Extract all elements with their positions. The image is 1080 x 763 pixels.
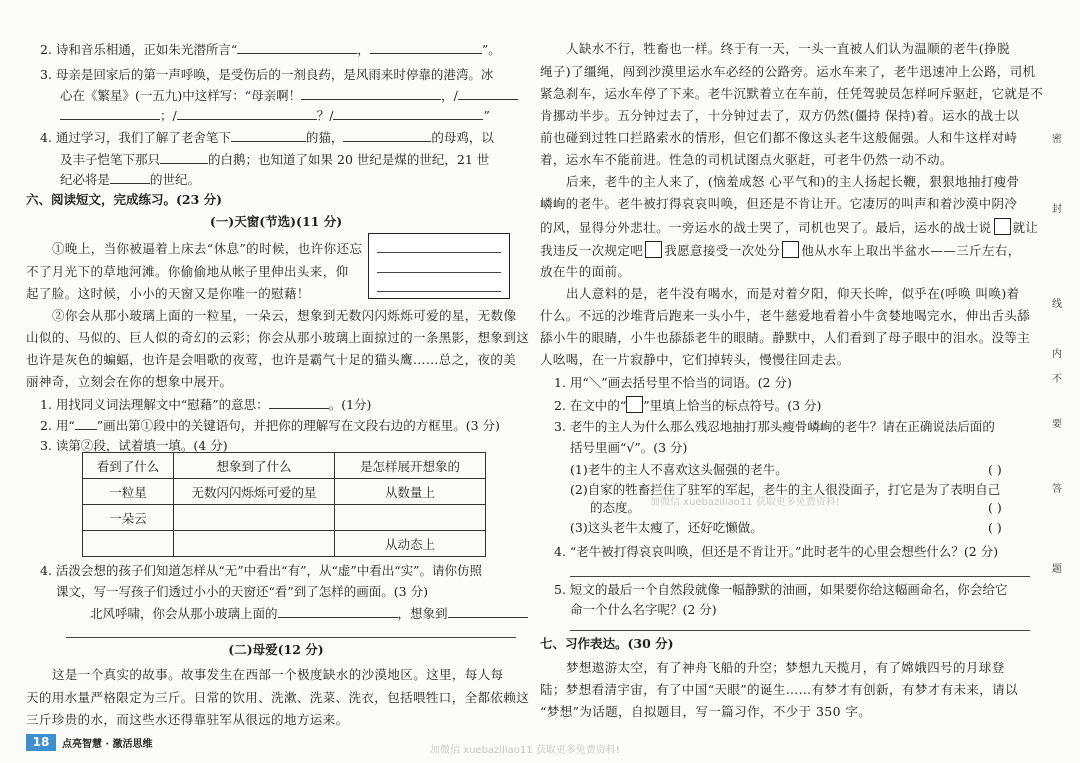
- answer-blank[interactable]: [269, 396, 329, 409]
- passage-1-title: (一)天窗(节选)(11 分): [209, 214, 343, 229]
- passage-2-line: 三斤珍贵的水，而这些水还得靠驻军从很远的地方运来。: [26, 712, 349, 727]
- watermark: 加微信 xuebaziliao11 获取更多免费资料!: [650, 497, 840, 508]
- section-6-heading: 六、阅读短文，完成练习。(23 分): [26, 192, 223, 207]
- question-2: 2. 在文中的“ ”里填上恰当的标点符号。(3 分): [554, 398, 822, 413]
- essay-prompt-line: 梦想遨游太空，有了神舟飞船的升空；梦想九天揽月，有了嫦娥四号的月球登: [566, 660, 1005, 675]
- option-3: (3)这头老牛太瘦了，还好吃懒做。: [570, 520, 763, 535]
- passage-2-line: 紧急刹车，运水车停了下来。老牛沉默着立在车前，任凭驾驶员怎样呵斥驱赶，它就是不: [540, 86, 1044, 101]
- fill-question-3-line2: 心在《繁星》(一五九)中这样写：“母亲啊！ ，/: [60, 87, 518, 104]
- margin-char: 不: [1052, 374, 1062, 385]
- table-cell: 无数闪闪烁烁可爱的星: [174, 479, 335, 505]
- option-2-bracket[interactable]: ( ): [988, 500, 1002, 515]
- answer-blank[interactable]: [370, 41, 482, 54]
- option-1-bracket[interactable]: ( ): [988, 462, 1002, 477]
- answer-blank[interactable]: [448, 605, 528, 618]
- question-3: 3. 读第②段，试着填一填。(4 分): [40, 438, 228, 453]
- margin-char: 内: [1052, 349, 1062, 360]
- question-5-line2: 命一个什么名字呢？(2 分): [570, 602, 717, 617]
- passage-2-line: 我违反一次规定吧 我愿意接受一次处分 他从水车上取出半盆水——三斤左右，: [540, 243, 1021, 258]
- option-1: (1)老牛的主人不喜欢这头倔强的老牛。: [570, 462, 788, 477]
- fill-question-4-line2: 及丰子恺笔下那只 的白鹅；也知道了如果 20 世纪是煤的世纪，21 世: [60, 152, 490, 167]
- passage-2-line: 嶙峋的老牛。老牛被打得哀哀叫唤，但还是不肯让开。它凄厉的叫声和着沙漠中阴冷: [540, 196, 1018, 211]
- passage-2-line: 着，运水车不能前进。性急的司机试图点火驱赶，可老牛仍然一动不动。: [540, 152, 953, 167]
- page-number: 18: [26, 734, 56, 751]
- imagination-table: [82, 452, 486, 557]
- understanding-answer-box[interactable]: [368, 233, 510, 299]
- writing-line: [377, 272, 501, 273]
- margin-char: 线: [1052, 299, 1062, 310]
- essay-prompt-line: “梦想”为话题，自拟题目，写一篇习作，不少于 350 字。: [540, 704, 872, 719]
- answer-line[interactable]: [66, 637, 516, 638]
- watermark: 加微信 xuebaziliao11 获取更多免费资料!: [430, 745, 620, 756]
- essay-prompt-line: 陆；梦想看清宇宙，有了中国“天眼”的诞生……有梦才有创新，有梦才有未来，请以: [540, 682, 1018, 697]
- passage-1-line: 山似的、马似的、巨人似的奇幻的云彩；你会从那小玻璃上面掠过的一条黑影，想象到这: [26, 330, 530, 345]
- passage-2-line: 什么。不远的沙堆背后跑来一头小牛，老牛慈爱地看着小牛贪婪地喝完水，伸出舌头舔: [540, 308, 1031, 323]
- passage-2-line: 放在牛的面前。: [540, 264, 631, 279]
- question-4-line1: 4. 活泼会想的孩子们知道怎样从“无”中看出“有”，从“虚”中看出“实”。请你仿照: [40, 563, 483, 578]
- answer-blank[interactable]: [237, 41, 357, 54]
- question-5-line1: 5. 短文的最后一个自然段就像一幅静默的油画，如果要你给这幅画命名，你会给它: [554, 582, 1008, 597]
- answer-blank[interactable]: [60, 107, 160, 120]
- question-2: 2. 用“ ”画出第①段中的关键语句，并把你的理解写在文段右边的方框里。(3 分): [40, 418, 500, 433]
- table-cell: 一粒星: [83, 479, 174, 505]
- table-cell-answer[interactable]: [335, 505, 486, 531]
- table-cell-answer[interactable]: [174, 505, 335, 531]
- answer-blank[interactable]: [278, 605, 398, 618]
- passage-2-line: 人缺水不行，牲畜也一样。终于有一天，一头一直被人们认为温顺的老牛(挣脱: [566, 41, 1010, 56]
- table-cell-answer[interactable]: [174, 531, 335, 557]
- writing-line: [377, 291, 501, 292]
- table-cell: 从数量上: [335, 479, 486, 505]
- passage-2-line: 的风，显得分外悲壮。一旁运水的战士哭了，司机也哭了。最后，运水的战士说 就让: [540, 220, 1039, 235]
- answer-blank[interactable]: [110, 171, 150, 184]
- passage-1-line: 也许是灰色的蝙蝠，也许是会唱歌的夜莺，也许是霸气十足的猫头鹰……总之，夜的美: [26, 352, 517, 367]
- fill-question-3-line3: ；/ ？/ ”: [60, 107, 490, 124]
- question-4-line2: 课文，写一写孩子们透过小小的天窗还“看”到了怎样的画面。(3 分): [56, 584, 428, 599]
- binding-margin: [1046, 50, 1072, 610]
- passage-1-line: 丽神奇，立刻会在你的想象中展开。: [26, 374, 233, 389]
- question-4-answer-line: 北风呼啸，你会从那小玻璃上面的 ，想象到: [90, 605, 528, 622]
- passage-2-line: 出人意料的是，老牛没有喝水，而是对着夕阳，仰天长哞，似乎在(呼唤 叫唤)着: [566, 286, 1020, 301]
- passage-1-line: 起了脸。这时候，小小的天窗又是你唯一的慰藉！: [26, 286, 310, 301]
- table-cell: 从动态上: [335, 531, 486, 557]
- answer-blank[interactable]: [301, 87, 441, 100]
- fill-question-3-line1: 3. 母亲是回家后的第一声呼唤，是受伤后的一剂良药，是风雨来时停靠的港湾。冰: [40, 67, 494, 82]
- table-header: 看到了什么: [83, 453, 174, 479]
- margin-char: 封: [1052, 204, 1062, 215]
- passage-2-line: 肯挪动半步。五分钟过去了，十分钟过去了，双方仍然(僵持 保持)着。运水的战士以: [540, 108, 1020, 123]
- passage-2-line: 后来，老牛的主人来了，(恼羞成怒 心平气和)的主人扬起长鞭，狠狠地抽打瘦骨: [566, 174, 1020, 189]
- passage-2-line: 前也碰到过牲口拦路索水的情形，但它们都不像这头老牛这般倔强。人和牛这样对峙: [540, 130, 1018, 145]
- margin-char: 要: [1052, 419, 1062, 430]
- answer-blank[interactable]: [458, 87, 518, 100]
- answer-blank[interactable]: [333, 107, 483, 120]
- table-header: 是怎样展开想象的: [335, 453, 486, 479]
- option-2-cont: 的态度。: [590, 500, 641, 515]
- question-3-line2: 括号里画“√”。(3 分): [570, 440, 688, 455]
- box-sample: [626, 396, 643, 413]
- writing-line: [377, 252, 501, 253]
- option-3-bracket[interactable]: ( ): [988, 520, 1002, 535]
- fill-question-2: 2. 诗和音乐相通，正如朱光潜所言“ ， ”。: [40, 42, 501, 57]
- question-3-line1: 3. 老牛的主人为什么那么残忍地抽打那头瘦骨嶙峋的老牛？请在正确说法后面的: [554, 419, 995, 434]
- answer-blank[interactable]: [160, 151, 208, 164]
- section-7-heading: 七、习作表达。(30 分): [540, 636, 674, 651]
- fill-question-4-line3: 纪必将是 的世纪。: [60, 172, 201, 187]
- table-cell: 一朵云: [83, 505, 174, 531]
- passage-1-line: 不了月光下的草地河滩。你偷偷地从帐子里伸出头来，仰: [26, 264, 349, 279]
- right-page: [540, 0, 1044, 763]
- answer-blank[interactable]: [177, 107, 317, 120]
- punctuation-box[interactable]: [994, 218, 1011, 235]
- table-cell-answer[interactable]: [83, 531, 174, 557]
- passage-1-line: ②你会从那小玻璃上面的一粒星，一朵云，想象到无数闪闪烁烁可爱的星，无数像: [52, 308, 517, 323]
- passage-2-line: 天的用水量严格限定为三斤。日常的饮用、洗漱、洗菜、洗衣，包括喂牲口，全都依赖这: [26, 690, 530, 705]
- passage-2-line: 人吆喝，在一片寂静中，它们掉转头，慢慢往回走去。: [540, 352, 850, 367]
- punctuation-box[interactable]: [782, 241, 799, 258]
- margin-char: 答: [1052, 484, 1062, 495]
- answer-blank[interactable]: [343, 129, 431, 142]
- passage-1-line: ①晚上，当你被逼着上床去“休息”的时候，也许你还忘: [52, 241, 363, 256]
- margin-char: 题: [1052, 564, 1062, 575]
- answer-line[interactable]: [570, 630, 1030, 631]
- passage-2-line: 绳子)了缰绳，闯到沙漠里运水车必经的公路旁。运水车来了，老牛迅速冲上公路，司机: [540, 64, 1036, 79]
- left-page: [26, 0, 530, 763]
- question-1: 1. 用“＼”画去括号里不恰当的词语。(2 分): [554, 375, 792, 390]
- option-2: (2)自家的牲畜拦住了驻军的军起，老牛的主人很没面子，打它是为了表明自己: [570, 482, 1001, 497]
- underline-sample: [75, 417, 97, 430]
- answer-blank[interactable]: [231, 129, 306, 142]
- punctuation-box[interactable]: [645, 241, 662, 258]
- question-1: 1. 用找同义词法理解文中“慰藉”的意思： 。(1分): [40, 397, 372, 412]
- answer-line[interactable]: [570, 576, 1030, 577]
- footer-slogan: 点亮智慧 · 激活思维: [62, 739, 153, 750]
- passage-2-title: (二)母爱(12 分): [228, 642, 324, 657]
- question-4: 4. “老牛被打得哀哀叫唤，但还是不肯让开。”此时老牛的心里会想些什么？(2 分): [554, 544, 999, 559]
- passage-2-line: 舔小牛的眼睛，小牛也舔舔老牛的眼睛。静默中，人们看到了母子眼中的泪水。没等主: [540, 330, 1031, 345]
- passage-2-line: 这是一个真实的故事。故事发生在西部一个极度缺水的沙漠地区。这里，每人每: [52, 667, 504, 682]
- table-header: 想象到了什么: [174, 453, 335, 479]
- margin-char: 密: [1052, 134, 1062, 145]
- fill-question-4-line1: 4. 通过学习，我们了解了老舍笔下 的猫， 的母鸡，以: [40, 130, 494, 145]
